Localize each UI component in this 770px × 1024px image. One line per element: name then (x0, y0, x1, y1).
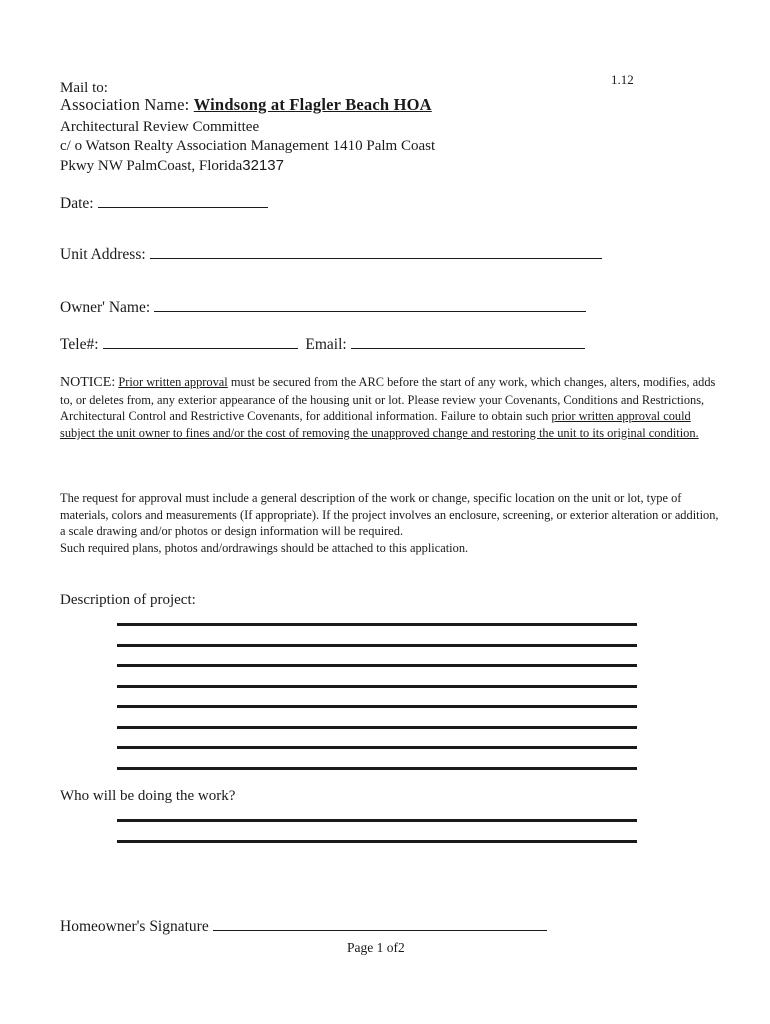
association-name: Windsong at Flagler Beach HOA (193, 95, 432, 114)
who-label: Who will be doing the work? (60, 788, 236, 804)
description-line-5[interactable] (117, 705, 637, 708)
request-text-1: The request for approval must include a general description of the work or change, specific location on the unit or lot, type of materials, colors and measurements (If appropriate). If the project involves an enclosure, screening, or exterior alteration or addition, a scale drawing and/or photos or design information will be required. (60, 491, 719, 539)
notice-body-text: must be secured from the ARC before the start of any work, which changes, alters, modifies, adds to, or deletes from, any exterior appearance of the housing unit or lot. Please review your Covenants, Conditions and Restrictions, Architectural Control and Restrictive Covenants, for additional information. Failure to obtain such (60, 375, 716, 424)
description-line-6[interactable] (117, 726, 637, 729)
owner-name-field (60, 299, 586, 317)
email-label: Email: (305, 336, 347, 353)
email-input-line[interactable] (351, 336, 585, 349)
unit-address-label: Unit Address: (60, 246, 146, 263)
notice-penalty-text: prior written approval could subject the unit owner to fines and/or the cost of removing the unapproved change and restoring the unit to its original condition. (60, 409, 699, 440)
tele-input-line[interactable] (103, 336, 298, 349)
mailing-address (60, 118, 435, 176)
notice-paragraph (60, 374, 720, 441)
address-line-3 (60, 156, 435, 176)
signature-label: Homeowner's Signature (60, 918, 209, 935)
address-line-2: c/ o Watson Realty Association Management 1410 Palm Coast (60, 138, 436, 154)
description-line-4[interactable] (117, 685, 637, 688)
contact-field (60, 336, 585, 354)
date-input-line[interactable] (98, 195, 268, 208)
tele-label: Tele#: (60, 336, 99, 353)
who-line-2[interactable] (117, 840, 637, 843)
description-label: Description of project: (60, 592, 196, 608)
request-paragraph (60, 490, 720, 556)
address-zip: 32137 (242, 157, 284, 174)
request-text-2: Such required plans, photos and/ordrawings should be attached to this application. (60, 540, 469, 555)
address-line-1: Architectural Review Committee (60, 119, 260, 135)
date-label: Date: (60, 195, 94, 212)
date-field (60, 195, 268, 213)
who-line-1[interactable] (117, 819, 637, 822)
owner-name-input-line[interactable] (154, 299, 586, 312)
description-line-2[interactable] (117, 644, 637, 647)
signature-input-line[interactable] (213, 918, 547, 931)
address-city-state: Pkwy NW PalmCoast, Florida (60, 158, 243, 174)
description-line-1[interactable] (117, 623, 637, 626)
description-line-3[interactable] (117, 664, 637, 667)
description-line-8[interactable] (117, 767, 637, 770)
notice-approval-text: Prior written approval (118, 375, 228, 389)
owner-name-label: Owner' Name: (60, 299, 151, 316)
mail-to-label: Mail to: (60, 80, 108, 96)
description-line-7[interactable] (117, 746, 637, 749)
unit-address-field (60, 246, 602, 264)
association-label: Association Name: (60, 95, 190, 114)
signature-field (60, 918, 547, 936)
page-number: Page 1 of2 (347, 940, 405, 955)
unit-address-input-line[interactable] (150, 246, 602, 259)
association-line (60, 95, 432, 115)
notice-lead: NOTICE: (60, 375, 116, 390)
form-version: 1.12 (611, 72, 634, 87)
